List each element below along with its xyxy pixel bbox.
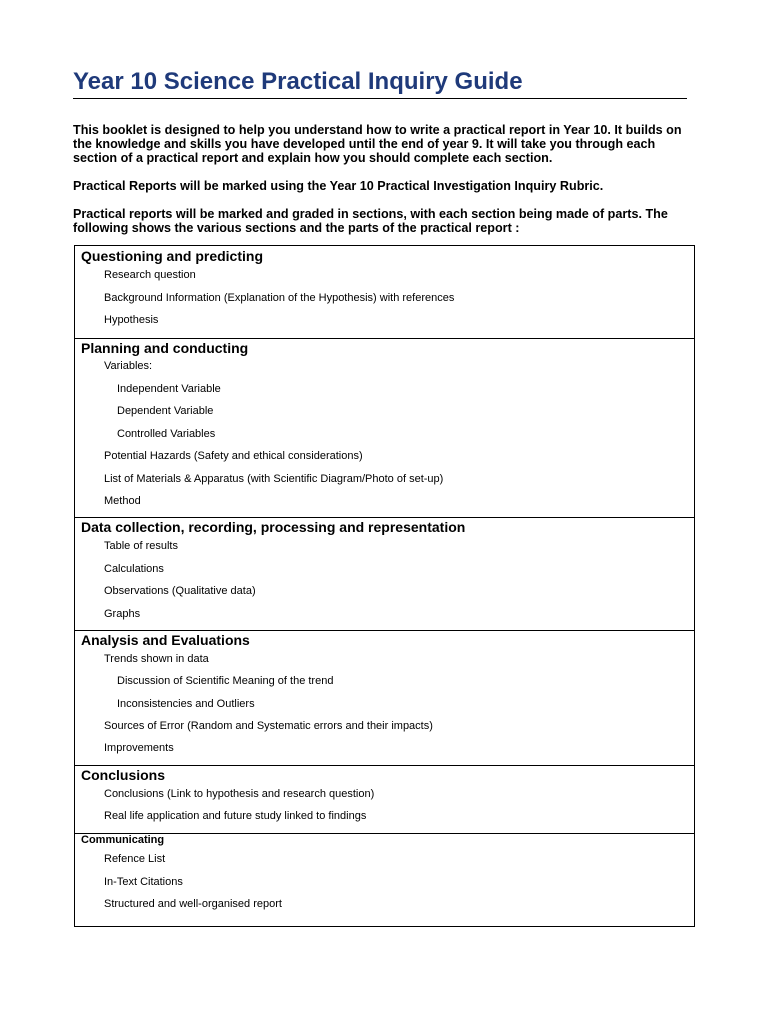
section-item: Real life application and future study linked to findings	[104, 810, 367, 822]
intro-text	[73, 123, 699, 249]
section-heading: Planning and conducting	[81, 340, 249, 356]
section-item: In-Text Citations	[104, 876, 183, 888]
section-subitem: Discussion of Scientific Meaning of the trend	[117, 675, 334, 687]
section-subitem: Independent Variable	[117, 383, 221, 395]
section-item: Potential Hazards (Safety and ethical considerations)	[104, 450, 363, 462]
section-item: Structured and well-organised report	[104, 898, 282, 910]
page-title: Year 10 Science Practical Inquiry Guide	[73, 68, 523, 95]
section-data-collection	[75, 517, 694, 630]
section-item: Research question	[104, 269, 196, 281]
section-subitem: Inconsistencies and Outliers	[117, 698, 255, 710]
section-item: Calculations	[104, 563, 164, 575]
intro-paragraph-3: Practical reports will be marked and graded in sections, with each section being made of parts. The following shows the various sections and the parts of the practical report :	[73, 206, 668, 236]
intro-paragraph-2: Practical Reports will be marked using the Year 10 Practical Investigation Inquiry Rubric.	[73, 179, 604, 194]
section-item: Trends shown in data	[104, 653, 209, 665]
section-item: Improvements	[104, 742, 174, 754]
intro-paragraph-1: This booklet is designed to help you understand how to write a practical report in Year 10. It builds on the knowledge and skills you have developed until the end of year 9. It will take you through each section of a practical report and explain how you should complete each section.	[73, 123, 682, 166]
section-heading: Data collection, recording, processing and representation	[81, 519, 466, 535]
section-item: List of Materials & Apparatus (with Scientific Diagram/Photo of set-up)	[104, 473, 444, 485]
section-conclusions	[75, 765, 694, 833]
report-sections-table	[74, 245, 695, 927]
section-subitem: Dependent Variable	[117, 405, 214, 417]
title-underline	[73, 98, 687, 99]
section-item: Variables:	[104, 360, 153, 372]
section-questioning-and-predicting	[75, 246, 694, 338]
section-subitem: Controlled Variables	[117, 428, 216, 440]
section-item: Hypothesis	[104, 314, 159, 326]
section-item: Graphs	[104, 608, 141, 620]
section-analysis-and-evaluations	[75, 630, 694, 765]
section-item: Table of results	[104, 540, 178, 552]
section-item: Refence List	[104, 853, 166, 865]
section-item: Conclusions (Link to hypothesis and research question)	[104, 788, 375, 800]
section-heading: Communicating	[81, 834, 165, 846]
section-communicating	[75, 833, 694, 926]
section-item: Sources of Error (Random and Systematic errors and their impacts)	[104, 720, 433, 732]
section-item: Method	[104, 495, 141, 507]
section-heading: Questioning and predicting	[81, 248, 263, 264]
section-heading: Analysis and Evaluations	[81, 632, 250, 648]
section-heading: Conclusions	[81, 767, 166, 783]
section-item: Background Information (Explanation of the Hypothesis) with references	[104, 292, 455, 304]
section-item: Observations (Qualitative data)	[104, 585, 256, 597]
section-planning-and-conducting	[75, 338, 694, 517]
